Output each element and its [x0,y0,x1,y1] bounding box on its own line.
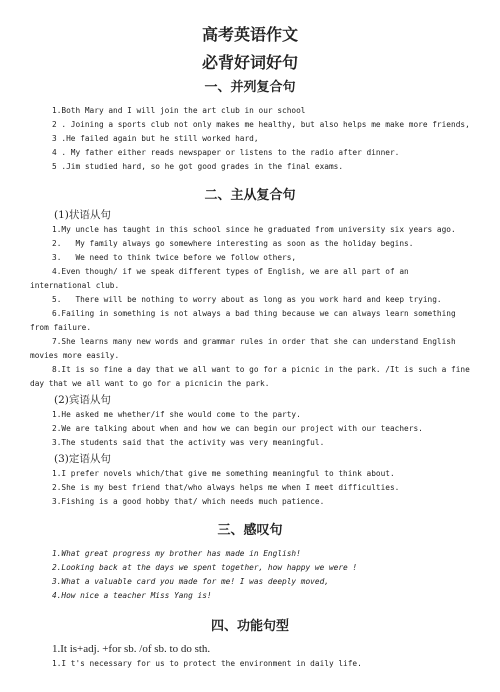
sentence-item: 2.We are talking about when and how we can begin our project with our teachers. [52,424,423,433]
section-heading-exclamatory: 三、感叹句 [217,523,283,538]
sentence-pattern-formula: 1.It is+adj. +for sb. /of sb. to do sth. [52,643,211,655]
sentence-item: 2.Looking back at the days we spent together, how happy we were ! [52,563,358,572]
sentence-item: 2.She is my best friend that/who always helps me when I meet difficulties. [52,483,400,492]
sentence-item: 5. There will be nothing to worry about as long as you work hard and keep trying. [52,295,442,304]
section-heading-subordinate: 二、主从复合句 [204,188,296,203]
coordinate-sentence-list [30,104,470,174]
section-heading-functional: 四、功能句型 [210,619,289,634]
exclamatory-sentence-list [30,547,470,603]
sentence-item: 5 .Jim studied hard, so he got good grades in the final exams. [52,162,344,171]
functional-sentence-list [30,657,470,671]
sentence-item: 1.Both Mary and I will join the art club in our school [52,106,306,115]
section-heading-coordinate: 一、并列复合句 [204,80,296,95]
sentence-item: 4.How nice a teacher Miss Yang is! [52,591,212,600]
sentence-item: 2 . Joining a sports club not only makes me healthy, but also helps me make more friends, [52,120,470,129]
subsection-label-adverbial: (1)状语从句 [54,209,111,221]
sentence-item: 1.I t's necessary for us to protect the environment in daily life. [52,659,362,668]
sentence-item: 2. My family always go somewhere interesting as soon as the holiday begins. [52,239,414,248]
sentence-item: 1.I prefer novels which/that give me something meaningful to think about. [52,469,395,478]
sentence-item: 3.What a valuable card you made for me! I was deeply moved, [52,577,329,586]
sentence-item: 3.Fishing is a good hobby that/ which needs much patience. [52,497,325,506]
sentence-item: 8.It is so fine a day that we all want to go for a picnic in the park. /It is such a fine day that we all want to go for a picnicin the park. [30,365,475,388]
subsection-label-attributive: (3)定语从句 [54,453,111,465]
sentence-item: 3 .He failed again but he still worked hard, [52,134,259,143]
sentence-item: 1.He asked me whether/if she would come to the party. [52,410,301,419]
object-sentence-list [30,408,470,450]
document-subtitle: 必背好词好句 [201,53,298,72]
sentence-item: 1.My uncle has taught in this school since he graduated from university six years ago. [52,225,456,234]
subsection-label-object: (2)宾语从句 [54,394,111,406]
sentence-item: 3. We need to think twice before we follow others, [52,253,297,262]
sentence-item: 4 . My father either reads newspaper or listens to the radio after dinner. [52,148,400,157]
sentence-item: 4.Even though/ if we speak different types of English, we are all part of an international club. [30,267,414,290]
adverbial-sentence-list [30,223,475,391]
sentence-item: 3.The students said that the activity was very meaningful. [52,438,325,447]
attributive-sentence-list [30,467,470,509]
sentence-item: 7.She learns many new words and grammar rules in order that she can understand English movies more easily. [30,337,461,360]
document-title: 高考英语作文 [201,25,298,44]
sentence-item: 6.Failing in something is not always a bad thing because we can always learn something from failure. [30,309,461,332]
sentence-item: 1.What great progress my brother has made in English! [52,549,301,558]
